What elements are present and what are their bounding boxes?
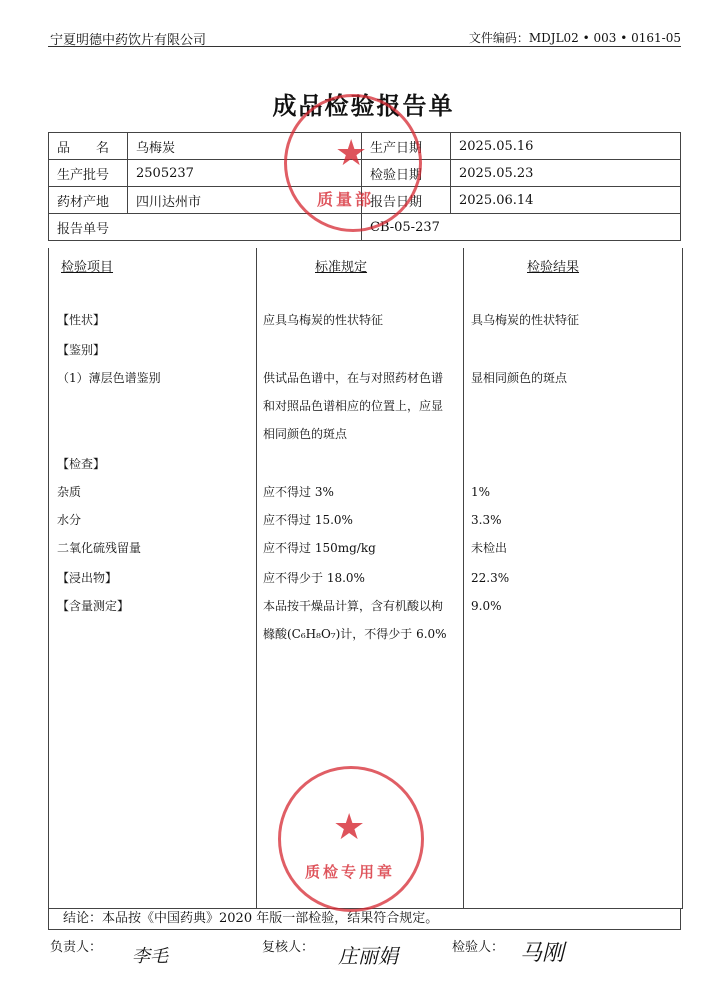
product-label: 品 名 bbox=[49, 133, 128, 160]
responsible-label: 负责人： bbox=[50, 940, 103, 955]
standard-extract: 应不得少于 18.0% bbox=[263, 571, 365, 585]
product-value: 乌梅炭 bbox=[128, 133, 362, 160]
prod-date-value: 2025.05.16 bbox=[451, 133, 681, 160]
column-header-result: 检验结果 bbox=[527, 260, 580, 275]
report-date-value: 2025.06.14 bbox=[451, 187, 681, 214]
batch-label: 生产批号 bbox=[49, 160, 128, 187]
standard-tlc-line2: 和对照品色谱相应的位置上，应显 bbox=[263, 399, 444, 413]
item-extract: 【浸出物】 bbox=[57, 571, 118, 585]
column-divider bbox=[463, 248, 464, 908]
report-title: 成品检验报告单 bbox=[272, 91, 455, 120]
stamp-star-icon: ★ bbox=[333, 807, 366, 848]
result-appearance: 具乌梅炭的性状特征 bbox=[471, 313, 580, 327]
conclusion: 结论：本品按《中国药典》2020 年版一部检验，结果符合规定。 bbox=[48, 908, 681, 930]
origin-value: 四川达州市 bbox=[128, 187, 362, 214]
standard-impurity: 应不得过 3% bbox=[263, 485, 334, 499]
standard-assay-line2: 橼酸(C₆H₈O₇)计，不得少于 6.0% bbox=[263, 627, 447, 641]
report-no-value: CB-05-237 bbox=[362, 214, 681, 241]
inspector-label: 检验人： bbox=[452, 940, 505, 955]
item-impurity: 杂质 bbox=[57, 485, 82, 499]
result-assay: 9.0% bbox=[471, 599, 502, 613]
result-impurity: 1% bbox=[471, 485, 491, 499]
item-identification: 【鉴别】 bbox=[57, 343, 106, 357]
item-inspection: 【检查】 bbox=[57, 457, 106, 471]
standard-appearance: 应具乌梅炭的性状特征 bbox=[263, 313, 384, 327]
result-tlc: 显相同颜色的斑点 bbox=[471, 371, 568, 385]
qc-stamp bbox=[278, 766, 424, 912]
responsible-signature: 李毛 bbox=[132, 946, 168, 967]
standard-moisture: 应不得过 15.0% bbox=[263, 513, 353, 527]
result-moisture: 3.3% bbox=[471, 513, 502, 527]
column-header-standard: 标准规定 bbox=[315, 260, 368, 275]
stamp-star-icon: ★ bbox=[335, 133, 368, 174]
quality-dept-stamp bbox=[284, 94, 422, 232]
batch-value: 2505237 bbox=[128, 160, 362, 187]
stamp-text: 质量部 bbox=[317, 190, 375, 209]
result-extract: 22.3% bbox=[471, 571, 510, 585]
item-moisture: 水分 bbox=[57, 513, 82, 527]
column-header-item: 检验项目 bbox=[61, 260, 114, 275]
reviewer-signature: 庄丽娟 bbox=[338, 944, 398, 968]
column-divider bbox=[256, 248, 257, 908]
inspector-signature: 马刚 bbox=[520, 941, 565, 966]
item-so2: 二氧化硫残留量 bbox=[57, 541, 142, 555]
report-date-label: 报告日期 bbox=[362, 187, 451, 214]
standard-assay-line1: 本品按干燥品计算，含有机酸以枸 bbox=[263, 599, 444, 613]
item-tlc: （1）薄层色谱鉴别 bbox=[57, 371, 161, 385]
test-date-value: 2025.05.23 bbox=[451, 160, 681, 187]
item-assay: 【含量测定】 bbox=[57, 599, 130, 613]
standard-so2: 应不得过 150mg/kg bbox=[263, 541, 376, 555]
standard-tlc-line3: 相同颜色的斑点 bbox=[263, 427, 348, 441]
result-so2: 未检出 bbox=[471, 541, 508, 555]
reviewer-label: 复核人： bbox=[262, 940, 315, 955]
origin-label: 药材产地 bbox=[49, 187, 128, 214]
document-number: 文件编码：MDJL02 • 003 • 0161-05 bbox=[468, 31, 681, 45]
test-date-label: 检验日期 bbox=[362, 160, 451, 187]
header-divider bbox=[48, 46, 681, 47]
report-no-label: 报告单号 bbox=[49, 214, 362, 241]
stamp-text: 质检专用章 bbox=[305, 863, 396, 881]
standard-tlc-line1: 供试品色谱中，在与对照药材色谱 bbox=[263, 371, 444, 385]
prod-date-label: 生产日期 bbox=[362, 133, 451, 160]
item-appearance: 【性状】 bbox=[57, 313, 106, 327]
company-name: 宁夏明德中药饮片有限公司 bbox=[50, 33, 207, 48]
